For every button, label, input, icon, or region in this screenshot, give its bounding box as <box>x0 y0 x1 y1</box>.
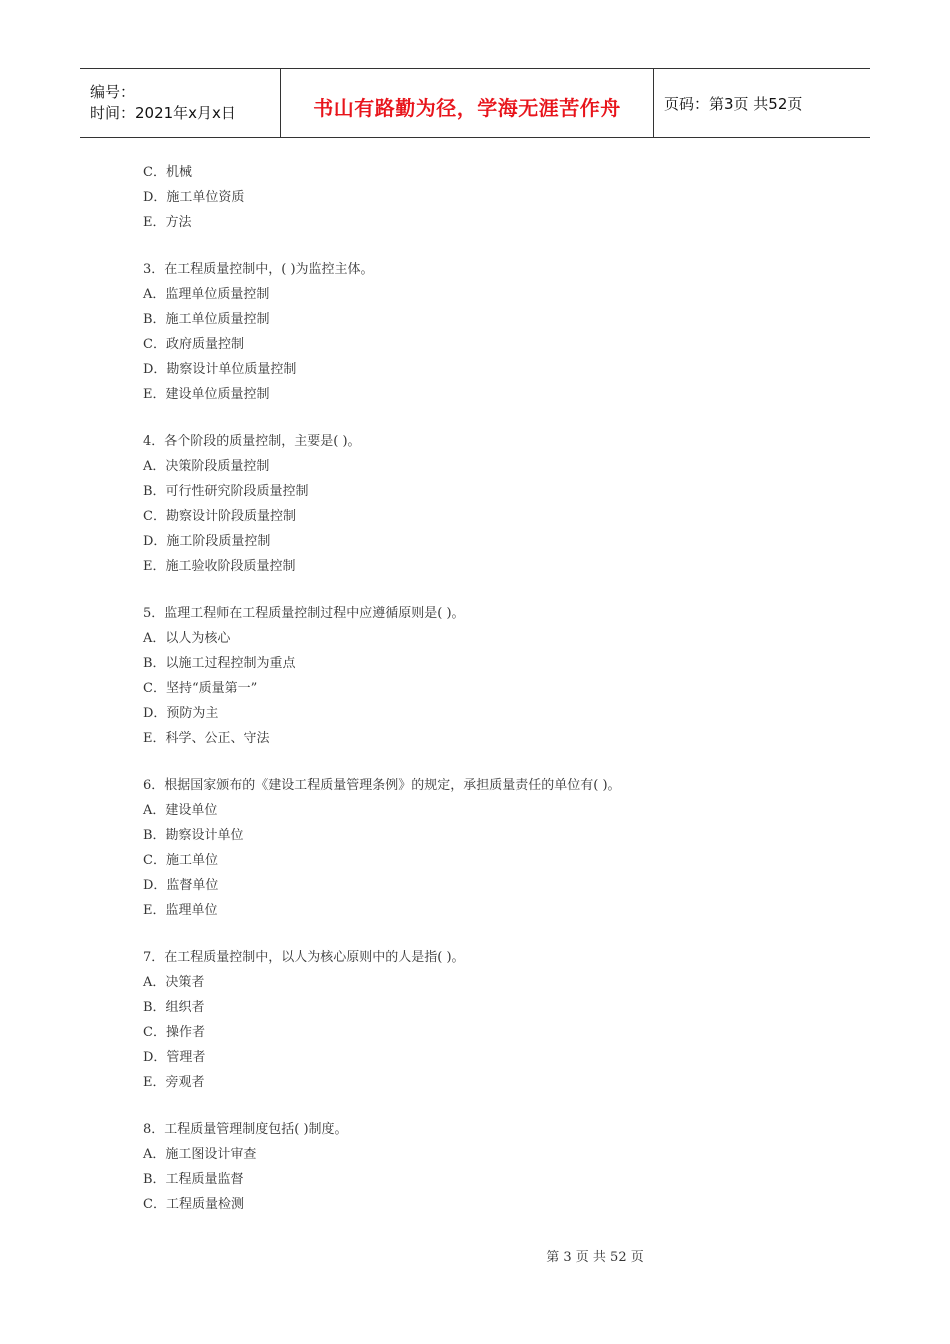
option-line: A．决策阶段质量控制 <box>143 459 270 474</box>
option-line: C．政府质量控制 <box>143 337 244 352</box>
question-text: 5．监理工程师在工程质量控制过程中应遵循原则是( )。 <box>143 606 465 621</box>
question-text: 8．工程质量管理制度包括( )制度。 <box>143 1122 348 1137</box>
question-block <box>143 1117 843 1217</box>
question-block <box>143 429 843 579</box>
option-line: E．监理单位 <box>143 903 218 918</box>
time-label: 时间：2021年x月x日 <box>90 104 236 122</box>
page-footer: 第 3 页 共 52 页 <box>546 1250 644 1265</box>
option-line: D．预防为主 <box>143 706 219 721</box>
question-text: 6．根据国家颁布的《建设工程质量管理条例》的规定，承担质量责任的单位有( )。 <box>143 778 621 793</box>
option-line: E．科学、公正、守法 <box>143 731 270 746</box>
header-info-cell <box>80 69 281 137</box>
question-text: 7．在工程质量控制中，以人为核心原则中的人是指( )。 <box>143 950 465 965</box>
option-line: B．勘察设计单位 <box>143 828 244 843</box>
option-line: D．管理者 <box>143 1050 206 1065</box>
option-line: B．工程质量监督 <box>143 1172 244 1187</box>
option-line: B．组织者 <box>143 1000 205 1015</box>
header-motto-cell <box>281 69 654 137</box>
question-block <box>143 601 843 751</box>
header-page-cell <box>654 69 870 137</box>
option-line: A．以人为核心 <box>143 631 231 646</box>
option-line: D．勘察设计单位质量控制 <box>143 362 297 377</box>
question-content <box>143 160 843 1217</box>
number-label: 编号： <box>90 83 136 101</box>
page-label: 页码：第3页 共52页 <box>664 94 803 113</box>
question-text: 3．在工程质量控制中，( )为监控主体。 <box>143 262 374 277</box>
option-line: D．施工单位资质 <box>143 190 245 205</box>
question-block <box>143 257 843 407</box>
option-line: E．旁观者 <box>143 1075 205 1090</box>
option-line: A．决策者 <box>143 975 205 990</box>
question-block <box>143 773 843 923</box>
option-line: C．操作者 <box>143 1025 205 1040</box>
option-line: C．工程质量检测 <box>143 1197 244 1212</box>
motto-text: 书山有路勤为径，学海无涯苦作舟 <box>313 95 621 120</box>
option-line: C．勘察设计阶段质量控制 <box>143 509 296 524</box>
option-line: A．建设单位 <box>143 803 218 818</box>
option-line: A．监理单位质量控制 <box>143 287 270 302</box>
option-line: B．以施工过程控制为重点 <box>143 656 296 671</box>
option-line: D．施工阶段质量控制 <box>143 534 271 549</box>
option-line: C．机械 <box>143 165 192 180</box>
option-line: D．监督单位 <box>143 878 219 893</box>
document-header <box>80 68 870 138</box>
option-line: B．施工单位质量控制 <box>143 312 270 327</box>
option-line: C．施工单位 <box>143 853 218 868</box>
option-line: A．施工图设计审查 <box>143 1147 257 1162</box>
option-line: C．坚持“质量第一” <box>143 681 258 696</box>
option-line: E．施工验收阶段质量控制 <box>143 559 296 574</box>
question-block <box>143 945 843 1095</box>
option-line: B．可行性研究阶段质量控制 <box>143 484 309 499</box>
option-line: E．建设单位质量控制 <box>143 387 270 402</box>
option-line: E．方法 <box>143 215 192 230</box>
question-text: 4．各个阶段的质量控制，主要是( )。 <box>143 434 361 449</box>
lead-options <box>143 160 843 235</box>
